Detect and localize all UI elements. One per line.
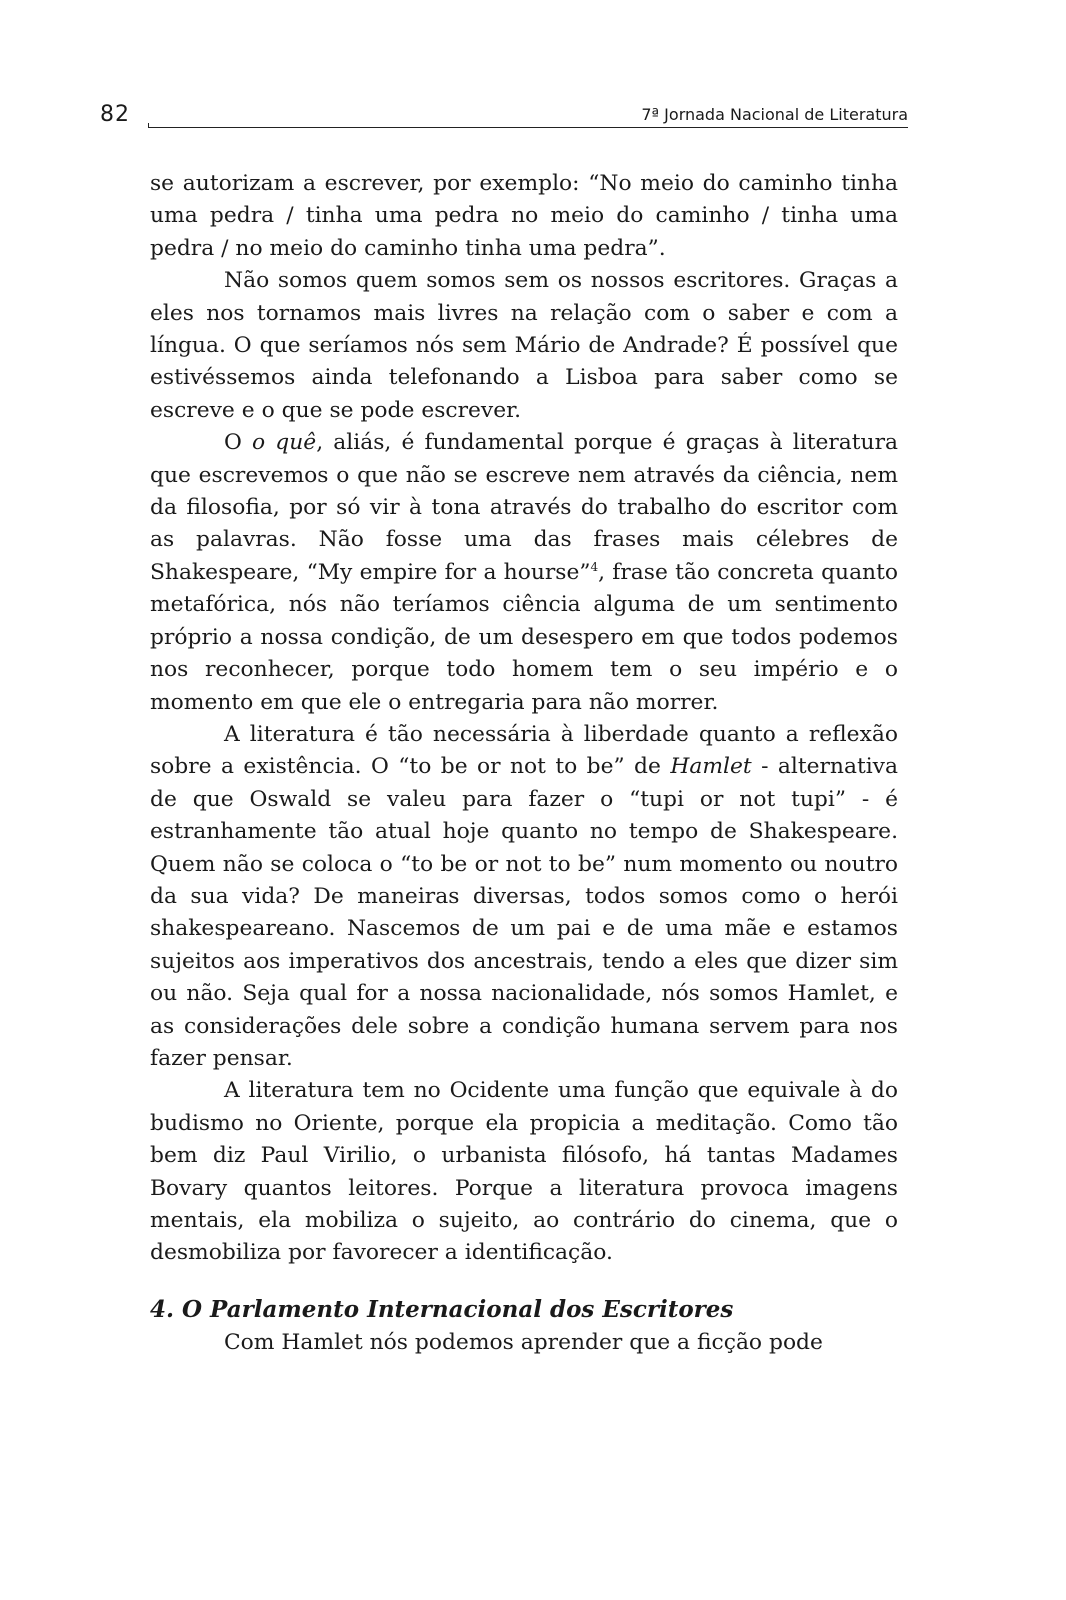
running-title: 7ª Jornada Nacional de Literatura (641, 105, 908, 124)
paragraph-text: A literatura tem no Ocidente uma função que equivale à do budismo no Oriente, porque ela propicia a meditação. Como tão bem diz Paul Virilio, o urbanista filósofo, há tantas Madames Bovary quantos leitores. Porque a literatura provoca imagens mentais, ela mobiliza o sujeito, ao contrário do cinema, que o desmobiliza por favorecer a identificação. (150, 1078, 898, 1266)
paragraph (150, 719, 898, 1075)
paragraph (150, 1075, 898, 1269)
paragraph-text: - alternativa de que Oswald se valeu para fazer o “tupi or not tupi” - é estranhamente tão atual hoje quanto no tempo de Shakespeare. Quem não se coloca o “to be or not to be” num momento ou noutro da sua vida? De maneiras diversas, todos somos como o herói shakespeareano. Nascemos de um pai e de uma mãe e estamos sujeitos aos imperativos dos ancestrais, tendo a eles que dizer sim ou não. Seja qual for a nossa nacionalidade, nós somos Hamlet, e as considerações dele sobre a condição humana servem para nos fazer pensar. (150, 754, 898, 1071)
paragraph-text: A literatura é tão necessária à liberdade quanto a reflexão sobre a existência. O “to be or not to be” de (150, 721, 898, 780)
page-number: 82 (100, 102, 130, 127)
emphasis-text: Hamlet (670, 754, 752, 780)
page-header (100, 96, 908, 132)
section-heading: 4. O Parlamento Internacional dos Escritores (150, 1295, 734, 1323)
section-first-paragraph (150, 1327, 898, 1359)
paragraph (150, 265, 898, 427)
paragraph-text: O (224, 430, 253, 456)
paragraph-text: Não somos quem somos sem os nossos escritores. Graças a eles nos tornamos mais livres na relação com o saber e com a língua. O que seríamos nós sem Mário de Andrade? É possível que estivéssemos ainda telefonando a Lisboa para saber como se escreve e o que se pode escrever. (150, 268, 898, 423)
paragraph (150, 427, 898, 719)
header-rule (148, 127, 908, 128)
paragraph-text: Com Hamlet nós podemos aprender que a ficção pode (224, 1329, 823, 1355)
paragraph-continued (150, 168, 898, 265)
body-text (150, 168, 898, 1359)
paragraph-text: se autorizam a escrever, por exemplo: “No meio do caminho tinha uma pedra / tinha uma pedra no meio do caminho / tinha uma pedra / no meio do caminho tinha uma pedra”. (150, 171, 898, 261)
emphasis-text: o quê (252, 430, 317, 456)
footnote-marker[interactable]: 4 (590, 559, 599, 574)
paragraph-text: , frase tão concreta quanto metafórica, nós não teríamos ciência alguma de um sentimento próprio a nossa condição, de um desespero em que todos podemos nos reconhecer, porque todo homem tem o seu império e o momento em que ele o entregaria para não morrer. (150, 559, 898, 715)
paragraph-text: , aliás, é fundamental porque é graças à literatura que escrevemos o que não se escreve nem através da ciência, nem da filosofia, por só vir à tona através do trabalho do escritor com as palavras. Não fosse uma das frases mais célebres de Shakespeare, “My empire for a hourse” (150, 430, 898, 585)
